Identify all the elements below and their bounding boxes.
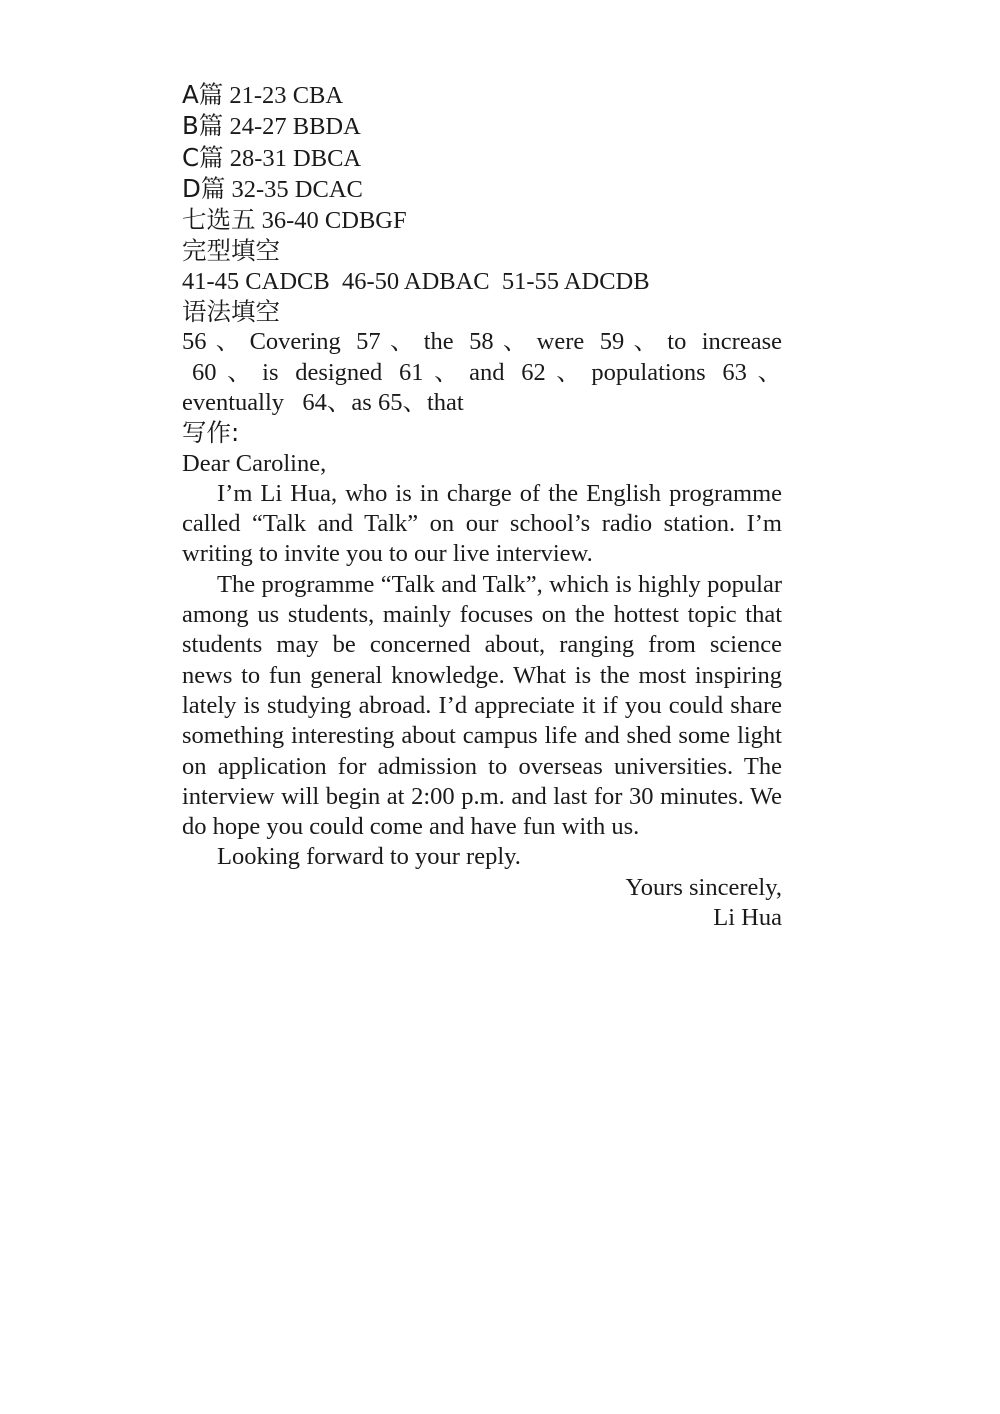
answer-line-seven-choose-five <box>182 205 782 236</box>
letter-salutation: Dear Caroline, <box>182 449 327 477</box>
letter-paragraph-2: The programme “Talk and Talk”, which is highly popular among us students, mainly focuses on the hottest topic that students may be concerned about, ranging from science news to fun general knowledge. What is the most inspiring lately is studying abroad. I’d appreciate it if you could share something interesting about campus life and shed some light on application for admission to overseas universities. The interview will begin at 2:00 p.m. and last for 30 minutes. We do hope you could come and have fun with us. <box>182 570 782 841</box>
answer-key: CBA <box>292 82 344 109</box>
letter-closing: Yours sincerely, <box>625 873 782 901</box>
answer-key: BBDA <box>292 113 361 141</box>
answer-key-document <box>182 80 782 933</box>
section-label: 七选五 <box>182 205 256 235</box>
cloze-answers: 41-45 CADCB 46-50 ADBAC 51-55 ADCDB <box>182 267 650 295</box>
answer-key: DBCA <box>293 144 362 172</box>
question-range: 32-35 <box>231 175 289 203</box>
question-range: 24-27 <box>229 113 287 141</box>
section-label: A篇 <box>182 80 224 109</box>
letter-signature: Li Hua <box>713 904 782 932</box>
question-range: 21-23 <box>229 82 287 109</box>
answer-line-a <box>182 80 782 111</box>
answer-line-c <box>182 143 782 174</box>
letter-paragraph-3: Looking forward to your reply. <box>217 843 521 871</box>
question-range: 36-40 <box>261 207 319 235</box>
grammar-answers-line-1: 56、Covering 57、the 58、were 59、to increase <box>182 328 782 356</box>
section-label: D篇 <box>182 173 226 203</box>
grammar-answers-line-2: 60、is designed 61、and 62、populations 63、 <box>192 358 782 386</box>
answer-key: DCAC <box>294 175 363 203</box>
letter-paragraph-1: I’m Li Hua, who is in charge of the English programme called “Talk and Talk” on our school’s radio station. I’m writing to invite you to our live interview. <box>182 479 782 568</box>
section-label: C篇 <box>182 142 224 172</box>
grammar-answers-line-3: eventually 64、as 65、that <box>182 388 464 416</box>
answer-line-d <box>182 174 782 205</box>
cloze-heading: 完型填空 <box>182 236 280 266</box>
writing-heading: 写作: <box>182 418 240 448</box>
answer-key: CDBGF <box>324 207 407 235</box>
section-label: B篇 <box>182 111 224 141</box>
answer-line-b <box>182 111 782 142</box>
question-range: 28-31 <box>229 144 287 172</box>
grammar-heading: 语法填空 <box>182 297 280 327</box>
